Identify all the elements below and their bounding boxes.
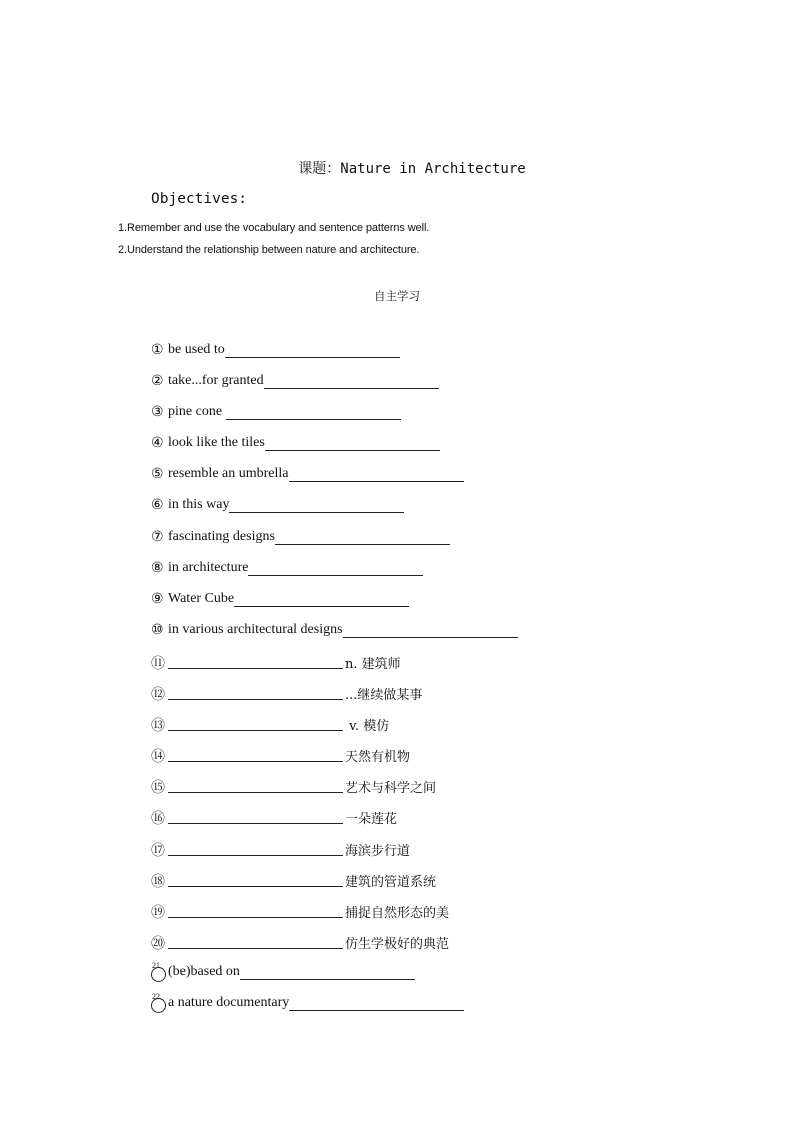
item-phrase: (be)based on xyxy=(168,963,240,979)
vocab-item xyxy=(151,840,518,871)
page-title: 课题：Nature in Architecture xyxy=(298,161,526,177)
item-phrase: in various architectural designs xyxy=(168,621,343,637)
objective-1: 1.Remember and use the vocabulary and sentence patterns well. xyxy=(118,222,430,234)
answer-blank[interactable] xyxy=(168,746,343,762)
item-phrase: in architecture xyxy=(168,559,249,575)
vocab-item xyxy=(151,560,518,591)
item-meaning: 天然有机物 xyxy=(345,750,411,766)
item-phrase: in this way xyxy=(168,497,230,513)
item-number: ⑥ xyxy=(151,498,164,514)
vocab-item xyxy=(151,435,518,466)
vocab-item xyxy=(151,960,518,995)
item-number: ⑪ xyxy=(151,656,165,672)
objective-2: 2.Understand the relationship between nature and architecture. xyxy=(118,244,420,256)
answer-blank[interactable] xyxy=(264,373,439,389)
objectives-heading: Objectives: xyxy=(151,191,248,207)
item-phrase: a nature documentary xyxy=(168,994,290,1010)
answer-blank[interactable] xyxy=(168,871,343,887)
answer-blank[interactable] xyxy=(168,684,343,700)
item-meaning: 捕捉自然形态的美 xyxy=(345,905,450,921)
vocab-item xyxy=(151,715,518,746)
item-number: ⑧ xyxy=(151,560,164,576)
answer-blank[interactable] xyxy=(343,622,518,638)
vocab-item xyxy=(151,871,518,902)
vocab-item xyxy=(151,684,518,715)
item-number: ⑨ xyxy=(151,591,164,607)
item-phrase: take...for granted xyxy=(168,373,264,389)
item-phrase: look like the tiles xyxy=(168,435,265,451)
answer-blank[interactable] xyxy=(168,933,343,949)
answer-blank[interactable] xyxy=(168,902,343,918)
vocab-item xyxy=(151,777,518,808)
item-phrase: fascinating designs xyxy=(168,528,275,544)
answer-blank[interactable] xyxy=(168,840,343,856)
section-title: 自主学习 xyxy=(374,289,420,303)
vocab-item xyxy=(151,591,518,622)
item-number: ⑤ xyxy=(151,467,164,483)
answer-blank[interactable] xyxy=(168,808,343,824)
vocab-item xyxy=(151,653,518,684)
answer-blank[interactable] xyxy=(168,715,343,731)
vocabulary-list xyxy=(151,342,518,1026)
item-meaning: n. 建筑师 xyxy=(345,656,401,672)
vocab-item xyxy=(151,622,518,653)
answer-blank[interactable] xyxy=(265,435,440,451)
vocab-item xyxy=(151,746,518,777)
item-number: ⑳ xyxy=(151,936,165,952)
item-number: ⑯ xyxy=(151,812,165,828)
item-meaning: v. 模仿 xyxy=(345,719,390,735)
item-number: ⑮ xyxy=(151,781,165,797)
item-number: ⑰ xyxy=(151,843,165,859)
item-phrase: resemble an umbrella xyxy=(168,466,289,482)
answer-blank[interactable] xyxy=(289,995,464,1011)
answer-blank[interactable] xyxy=(289,466,464,482)
item-phrase: Water Cube xyxy=(168,590,235,606)
vocab-item xyxy=(151,373,518,404)
answer-blank[interactable] xyxy=(229,497,404,513)
item-number: ⑫ xyxy=(151,688,165,704)
vocab-item xyxy=(151,529,518,560)
answer-blank[interactable] xyxy=(225,342,400,358)
vocab-item xyxy=(151,342,518,373)
item-number: ⑲ xyxy=(151,905,165,921)
item-meaning: 海滨步行道 xyxy=(345,843,411,859)
item-meaning: 一朵莲花 xyxy=(345,812,398,828)
vocab-item xyxy=(151,497,518,528)
item-number: ⑭ xyxy=(151,750,165,766)
item-number: ⑬ xyxy=(151,719,165,735)
answer-blank[interactable] xyxy=(168,777,343,793)
answer-blank[interactable] xyxy=(168,653,343,669)
vocab-item xyxy=(151,991,518,1026)
vocab-item xyxy=(151,808,518,839)
vocab-item xyxy=(151,902,518,933)
item-meaning: ...继续做某事 xyxy=(345,688,423,704)
answer-blank[interactable] xyxy=(234,591,409,607)
item-number: ② xyxy=(151,374,164,390)
answer-blank[interactable] xyxy=(226,404,401,420)
item-phrase: pine cone xyxy=(168,404,226,420)
item-number: 22 xyxy=(151,998,166,1013)
answer-blank[interactable] xyxy=(248,560,423,576)
item-meaning: 仿生学极好的典范 xyxy=(345,936,450,952)
item-number: ⑩ xyxy=(151,622,164,638)
answer-blank[interactable] xyxy=(275,529,450,545)
vocab-item xyxy=(151,933,518,964)
item-number: ⑱ xyxy=(151,874,165,890)
item-number: ③ xyxy=(151,405,164,421)
item-number: 21 xyxy=(151,967,166,982)
item-meaning: 建筑的管道系统 xyxy=(345,874,437,890)
vocab-item xyxy=(151,466,518,497)
item-meaning: 艺术与科学之间 xyxy=(345,781,437,797)
item-number: ⑦ xyxy=(151,529,164,545)
vocab-item xyxy=(151,404,518,435)
item-number: ④ xyxy=(151,436,164,452)
answer-blank[interactable] xyxy=(240,964,415,980)
item-phrase: be used to xyxy=(168,342,225,357)
item-number: ① xyxy=(151,343,164,358)
